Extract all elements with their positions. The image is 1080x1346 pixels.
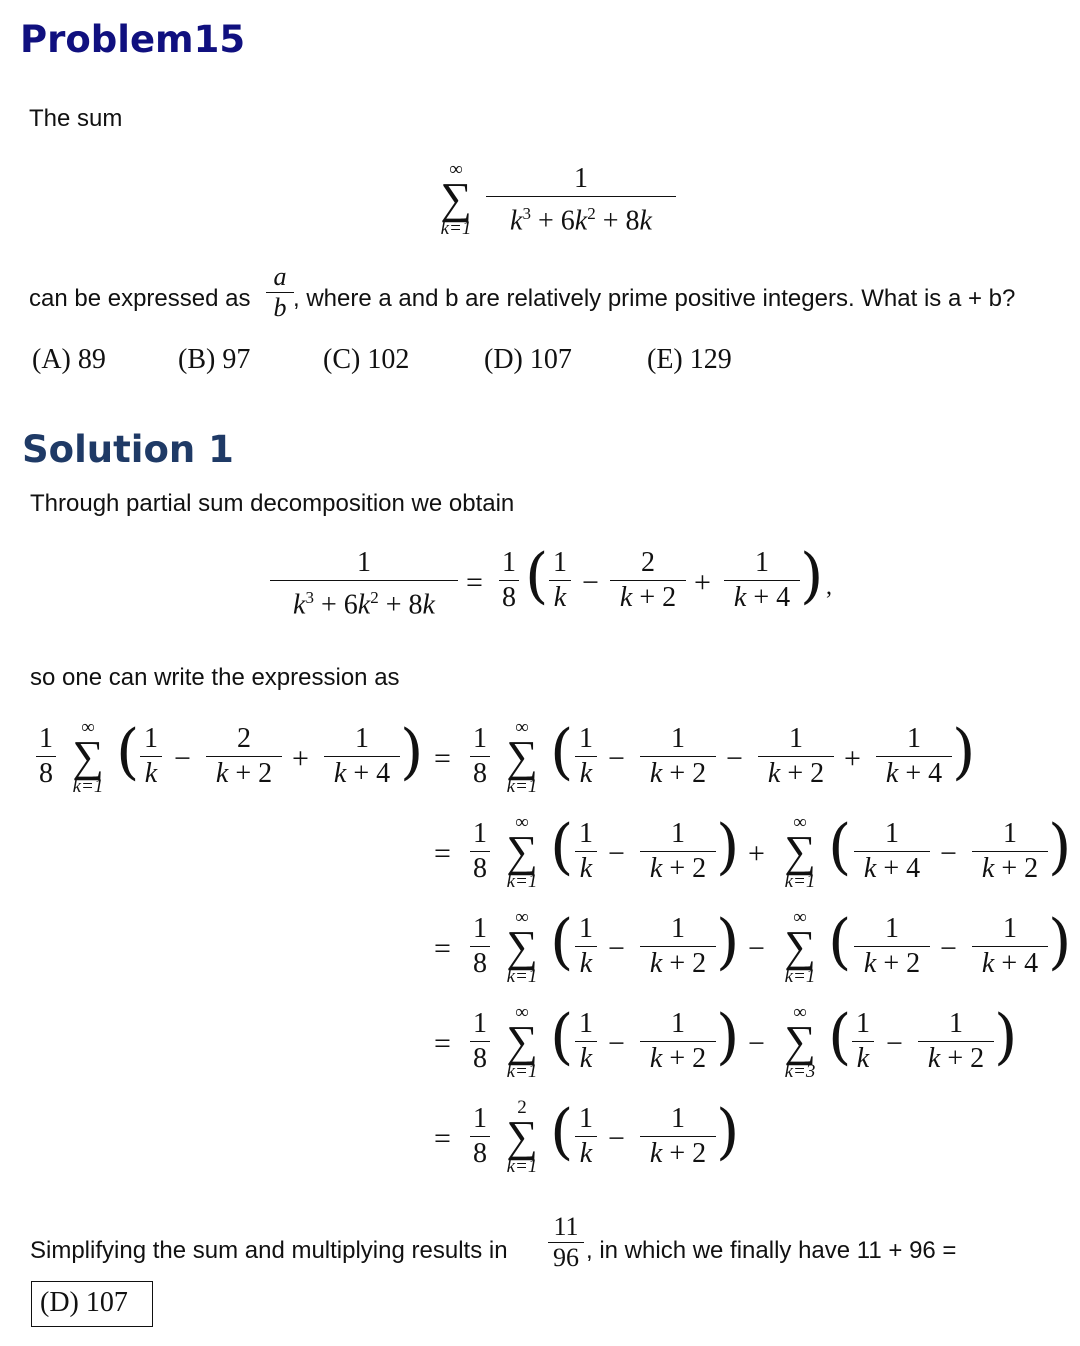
choice-c: (C) 102 (323, 344, 410, 375)
row2-frac-1k4: 1 k + 4 (854, 817, 930, 886)
solution-line2: so one can write the expression as (30, 664, 400, 691)
left-paren: ( (525, 541, 549, 611)
choice-d: (D) 107 (484, 344, 572, 375)
row4-one-eighth: 1 8 (470, 1007, 490, 1076)
row3-sum1: ∞ ∑ k=1 (506, 907, 538, 987)
row1r-plus: + (844, 742, 861, 775)
a-over-b-fraction: a b (266, 262, 294, 323)
row1-minus: − (174, 742, 191, 775)
row1r-frac-1k2b: 1 k + 2 (758, 722, 834, 791)
row1r-lparen: ( (550, 717, 574, 787)
row1-sum: ∞ ∑ k=1 (72, 717, 104, 797)
row2-minus2: − (940, 837, 957, 870)
frac-1-over-k4: 1 k + 4 (724, 546, 800, 615)
problem-expressed-prefix: can be expressed as (29, 285, 251, 312)
row3-sum2: ∞ ∑ k=1 (784, 907, 816, 987)
row1-rparen: ) (400, 717, 424, 787)
eleven-over-96: 11 96 (548, 1212, 584, 1273)
solution-line1: Through partial sum decomposition we obtain (30, 490, 515, 517)
row1-frac-1k4: 1 k + 4 (324, 722, 400, 791)
row5-lparen: ( (550, 1097, 574, 1167)
row5-sum: 2 ∑ k=1 (506, 1097, 538, 1177)
row4-rparen2: ) (994, 1002, 1018, 1072)
choice-e: (E) 129 (647, 344, 732, 375)
row4-minus3: − (886, 1027, 903, 1060)
row3-minus1: − (608, 932, 625, 965)
row4-rparen1: ) (716, 1002, 740, 1072)
row2-lparen2: ( (828, 812, 852, 882)
row4-sum1: ∞ ∑ k=1 (506, 1002, 538, 1082)
row4-equals: = (434, 1027, 451, 1060)
row5-frac-1k: 1 k (575, 1102, 597, 1171)
row2-one-eighth: 1 8 (470, 817, 490, 886)
choice-b: (B) 97 (178, 344, 251, 375)
row3-minus3: − (940, 932, 957, 965)
row2-rparen1: ) (716, 812, 740, 882)
row2-frac-1k2b: 1 k + 2 (972, 817, 1048, 886)
row4-frac-1k2: 1 k + 2 (640, 1007, 716, 1076)
row5-equals: = (434, 1122, 451, 1155)
final-answer: (D) 107 (40, 1287, 128, 1318)
row3-lparen1: ( (550, 907, 574, 977)
row3-rparen1: ) (716, 907, 740, 977)
row1r-minus1: − (608, 742, 625, 775)
problem-expressed-suffix: , where a and b are relatively prime positive integers. What is a + b? (293, 285, 1016, 312)
row1-frac-2k2: 2 k + 2 (206, 722, 282, 791)
row5-minus: − (608, 1122, 625, 1155)
row3-lparen2: ( (828, 907, 852, 977)
row3-frac-1k2: 1 k + 2 (640, 912, 716, 981)
right-paren: ) (800, 541, 824, 611)
row1r-minus2: − (726, 742, 743, 775)
conclusion-prefix: Simplifying the sum and multiplying results in (30, 1237, 508, 1264)
row1r-frac-1k2a: 1 k + 2 (640, 722, 716, 791)
row1r-sum: ∞ ∑ k=1 (506, 717, 538, 797)
solution-title: Solution 1 (22, 428, 234, 471)
row3-frac-1k4: 1 k + 4 (972, 912, 1048, 981)
plus-sign: + (694, 566, 711, 599)
row2-sum1: ∞ ∑ k=1 (506, 812, 538, 892)
decomp-lhs-fraction: 1 $k^3 + 6k^2 + 8k$ (270, 546, 458, 622)
row3-equals: = (434, 932, 451, 965)
equals-sign: = (466, 566, 483, 599)
row3-minus2: − (748, 932, 765, 965)
problem-sum-symbol: ∞ ∑ k=1 (440, 159, 472, 239)
row4-frac-1k2b: 1 k + 2 (918, 1007, 994, 1076)
row2-plus: + (748, 837, 765, 870)
frac-1-over-k: 1 k (549, 546, 571, 615)
row1-frac-1k: 1 k (140, 722, 162, 791)
row4-sum2: ∞ ∑ k=3 (784, 1002, 816, 1082)
row5-one-eighth: 1 8 (470, 1102, 490, 1171)
frac-2-over-k2: 2 k + 2 (610, 546, 686, 615)
row1-equals: = (434, 742, 451, 775)
row1-plus: + (292, 742, 309, 775)
row4-lparen1: ( (550, 1002, 574, 1072)
choice-a: (A) 89 (32, 344, 106, 375)
one-eighth: 1 8 (499, 546, 519, 615)
row1r-frac-1k4: 1 k + 4 (876, 722, 952, 791)
row2-frac-1k: 1 k (575, 817, 597, 886)
row5-frac-1k2: 1 k + 2 (640, 1102, 716, 1171)
row5-rparen: ) (716, 1097, 740, 1167)
row2-equals: = (434, 837, 451, 870)
row4-minus1: − (608, 1027, 625, 1060)
problem-intro: The sum (29, 105, 123, 132)
row3-one-eighth: 1 8 (470, 912, 490, 981)
minus-sign: − (582, 566, 599, 599)
row1r-frac-1k: 1 k (575, 722, 597, 791)
row3-frac-1k2b: 1 k + 2 (854, 912, 930, 981)
row2-sum2: ∞ ∑ k=1 (784, 812, 816, 892)
row1r-rparen: ) (952, 717, 976, 787)
row2-frac-1k2: 1 k + 2 (640, 817, 716, 886)
row2-rparen2: ) (1048, 812, 1072, 882)
row2-lparen1: ( (550, 812, 574, 882)
row3-rparen2: ) (1048, 907, 1072, 977)
row3-frac-1k: 1 k (575, 912, 597, 981)
row4-frac-1kb: 1 k (852, 1007, 874, 1076)
row4-minus2: − (748, 1027, 765, 1060)
row1r-one-eighth: 1 8 (470, 722, 490, 791)
row1-lparen: ( (116, 717, 140, 787)
comma: , (826, 574, 832, 600)
row4-frac-1k: 1 k (575, 1007, 597, 1076)
row4-lparen2: ( (828, 1002, 852, 1072)
conclusion-suffix: , in which we finally have 11 + 96 = (586, 1237, 957, 1264)
row2-minus1: − (608, 837, 625, 870)
problem-fraction: 1 $k^3 + 6k^2 + 8k$ (486, 162, 676, 238)
row1-one-eighth: 1 8 (36, 722, 56, 791)
problem-title: Problem15 (20, 18, 246, 61)
